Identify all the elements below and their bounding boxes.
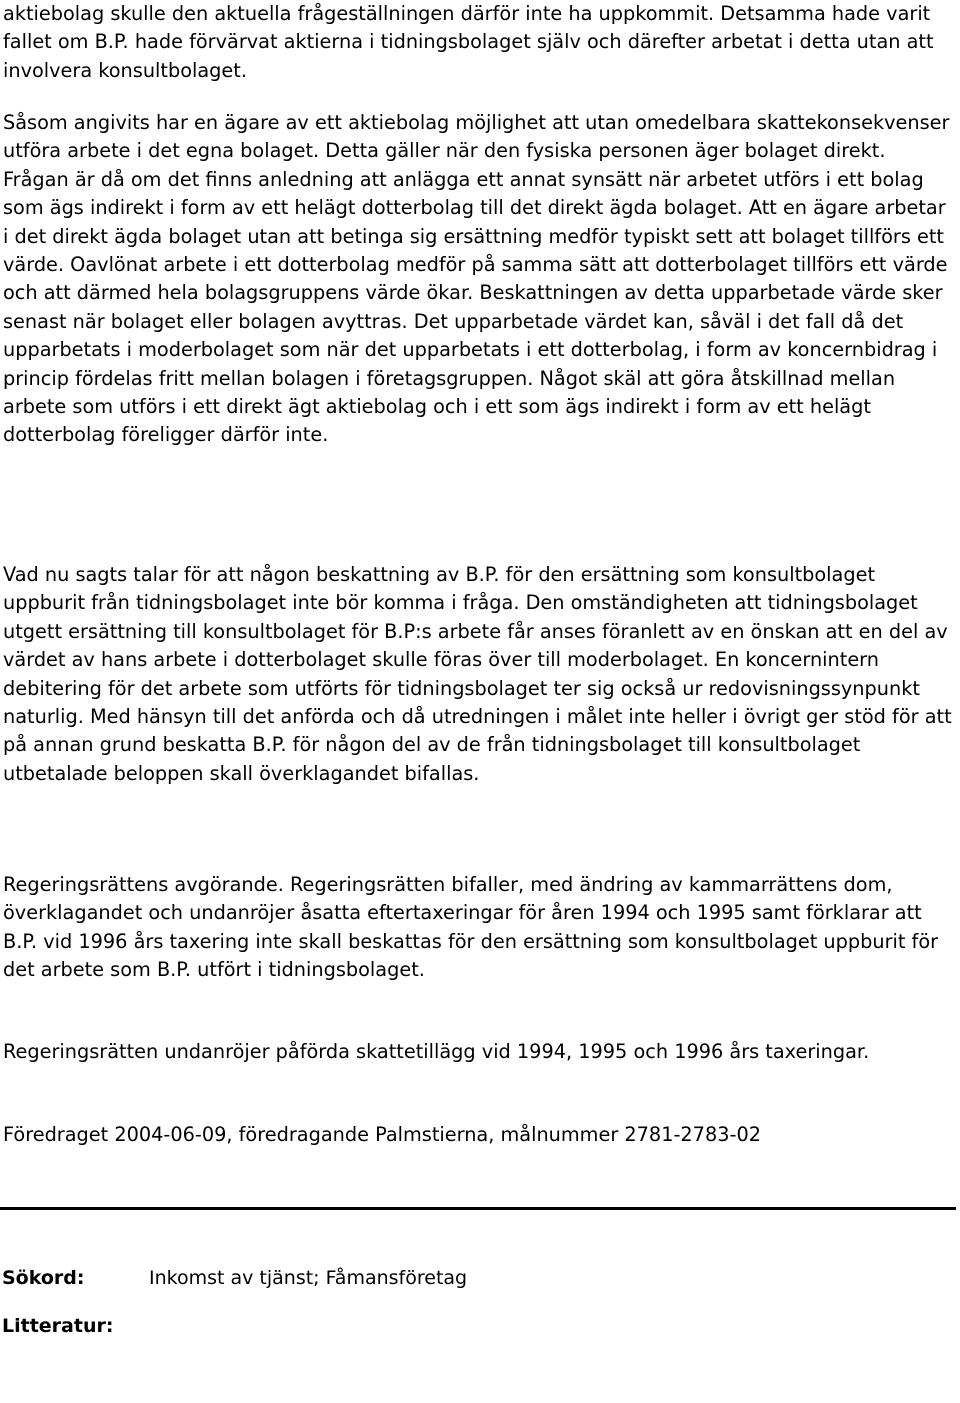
paragraph-text: Föredraget 2004-06-09, föredragande Palmstierna, målnummer 2781-2783-02 (3, 1123, 761, 1146)
paragraph-text: Vad nu sagts talar för att någon beskattning av B.P. för den ersättning som konsultbolaget uppburit från tidningsbolaget inte bör komma i fråga. Den omständigheten att tidningsbolaget utgett ersättning till konsultbolaget för B.P:s arbete får anses föranlett av en önskan att en del av värdet av hans arbete i dotterbolaget skulle föras över till moderbolaget. En koncernintern debitering för det arbete som utförts för tidningsbolaget ter sig också ur redovisningssynpunkt naturlig. Med hänsyn till det anförda och då utredningen i målet inte heller i övrigt ger stöd för att på annan grund beskatta B.P. för någon del av de från tidningsbolaget till konsultbolaget utbetalade beloppen skall överklagandet bifallas. (3, 563, 952, 785)
paragraph-conclusion (3, 561, 953, 788)
paragraph-presentation (3, 1121, 953, 1149)
keywords-label: Sökord: (2, 1267, 85, 1289)
section-divider (0, 1207, 956, 1210)
keywords-row (2, 1265, 467, 1291)
paragraph-text: Regeringsrättens avgörande. Regeringsrätten bifaller, med ändring av kammarrättens dom, överklagandet och undanröjer åsatta eftertaxeringar för åren 1994 och 1995 samt förklarar att B.P. vid 1996 års taxering inte skall beskattas för den ersättning som konsultbolaget uppburit för det arbete som B.P. utfört i tidningsbolaget. (3, 873, 939, 982)
literature-row (2, 1313, 149, 1339)
paragraph-text: Såsom angivits har en ägare av ett aktiebolag möjlighet att utan omedelbara skattekonsekvenser utföra arbete i det egna bolaget. Detta gäller när den fysiska personen äger bolaget direkt. Frågan är då om det finns anledning att anlägga ett annat synsätt när arbetet utförs i ett bolag som ägs indirekt i form av ett helägt dotterbolag till det direkt ägda bolaget. Att en ägare arbetar i det direkt ägda bolaget utan att betinga sig ersättning medför typiskt sett att bolaget tillförs ett värde. Oavlönat arbete i ett dotterbolag medför på samma sätt att dotterbolaget tillförs ett värde och att därmed hela bolagsgruppens värde ökar. Beskattningen av detta upparbetade värde sker senast när bolaget eller bolagen avyttras. Det upparbetade värdet kan, såväl i det fall då det upparbetats i moderbolaget som när det upparbetats i ett dotterbolag, i form av koncernbidrag i princip fördelas fritt mellan bolagen i företagsgruppen. Något skäl att göra åtskillnad mellan arbete som utförs i ett direkt ägt aktiebolag och i ett som ägs indirekt i form av ett helägt dotterbolag föreligger därför inte. (3, 111, 950, 447)
paragraph-reasoning (3, 109, 953, 450)
keywords-value: Inkomst av tjänst; Fåmansföretag (149, 1267, 468, 1289)
paragraph-continuation (3, 0, 953, 85)
paragraph-ruling (3, 871, 953, 985)
literature-label: Litteratur: (2, 1315, 114, 1337)
paragraph-text: aktiebolag skulle den aktuella frågeställningen därför inte ha uppkommit. Detsamma hade varit fallet om B.P. hade förvärvat aktierna i tidningsbolaget själv och därefter arbetat i detta utan att involvera konsultbolaget. (3, 2, 934, 82)
paragraph-text: Regeringsrätten undanröjer påförda skattetillägg vid 1994, 1995 och 1996 års taxeringar. (3, 1040, 870, 1063)
paragraph-tax-surcharge (3, 1038, 953, 1066)
